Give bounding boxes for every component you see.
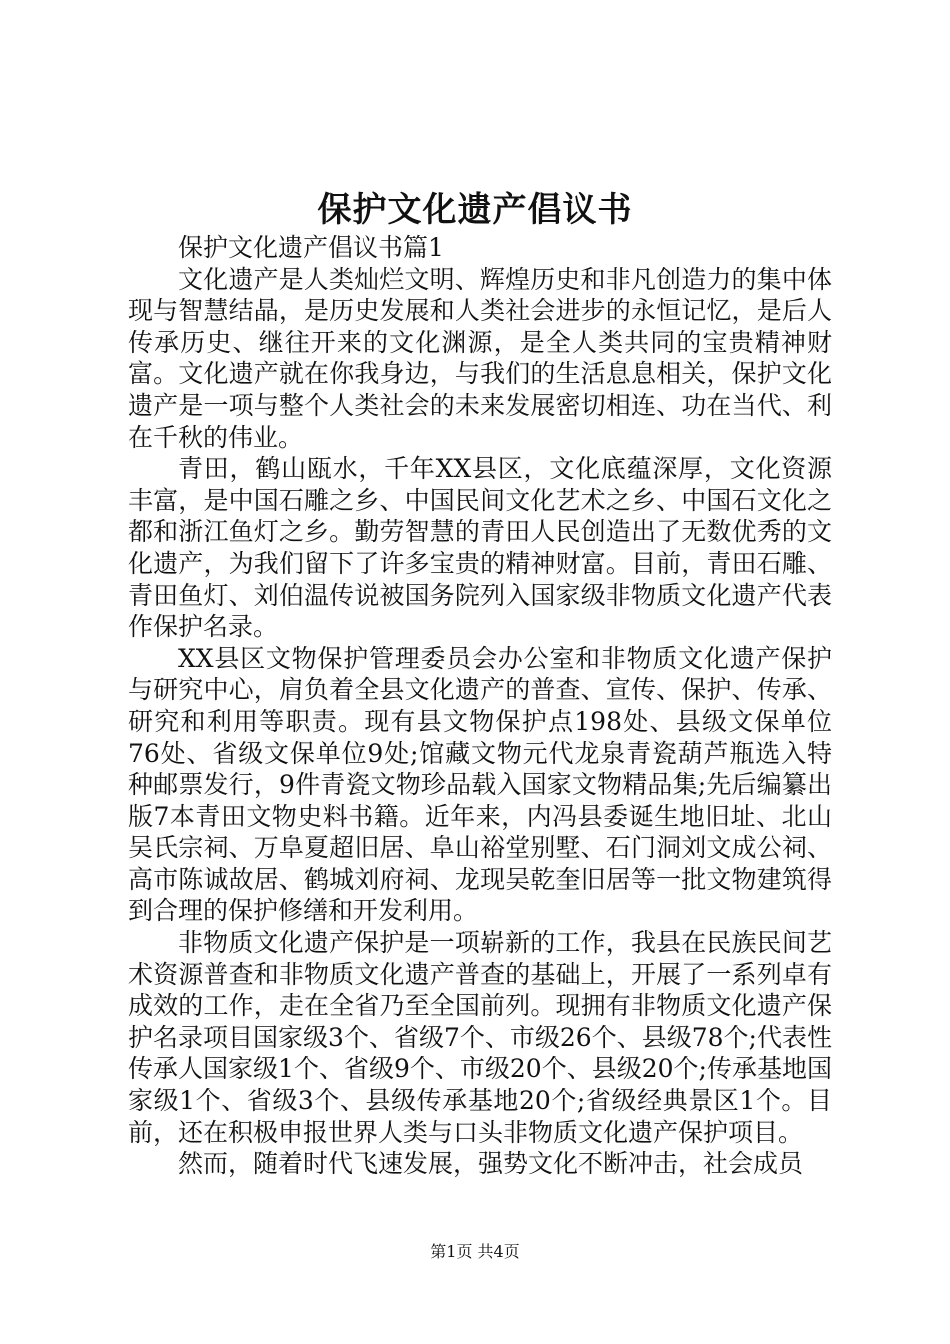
paragraph-2: 青田，鹤山瓯水，千年XX县区，文化底蕴深厚，文化资源丰富，是中国石雕之乡、中国民间文化艺术之乡、中国石文化之都和浙江鱼灯之乡。勤劳智慧的青田人民创造出了无数优秀的文化遗产，为我们留下了许多宝贵的精神财富。目前，青田石雕、青田鱼灯、刘伯温传说被国务院列入国家级非物质文化遗产代表作保护名录。	[128, 454, 832, 642]
document-body	[128, 232, 832, 1180]
document-subtitle: 保护文化遗产倡议书篇1	[178, 233, 444, 262]
paragraph-4: 非物质文化遗产保护是一项崭新的工作，我县在民族民间艺术资源普查和非物质文化遗产普查的基础上，开展了一系列卓有成效的工作，走在全省乃至全国前列。现拥有非物质文化遗产保护名录项目国家级3个、省级7个、市级26个、县级78个;代表性传承人国家级1个、省级9个、市级20个、县级20个;传承基地国家级1个、省级3个、县级传承基地20个;省级经典景区1个。目前，还在积极申报世界人类与口头非物质文化遗产保护项目。	[128, 928, 832, 1147]
paragraph-5: 然而，随着时代飞速发展，强势文化不断冲击，社会成员	[178, 1149, 804, 1179]
page-footer: 第1页 共4页	[430, 1242, 520, 1261]
paragraph-1: 文化遗产是人类灿烂文明、辉煌历史和非凡创造力的集中体现与智慧结晶，是历史发展和人类社会进步的永恒记忆，是后人传承历史、继往开来的文化渊源，是全人类共同的宝贵精神财富。文化遗产就在你我身边，与我们的生活息息相关，保护文化遗产是一项与整个人类社会的未来发展密切相连、功在当代、利在千秋的伟业。	[128, 264, 832, 452]
paragraph-3: XX县区文物保护管理委员会办公室和非物质文化遗产保护与研究中心，肩负着全县文化遗产的普查、宣传、保护、传承、研究和利用等职责。现有县文物保护点198处、县级文保单位76处、省级文保单位9处;馆藏文物元代龙泉青瓷葫芦瓶选入特种邮票发行，9件青瓷文物珍品载入国家文物精品集;先后编纂出版7本青田文物史料书籍。近年来，内冯县委诞生地旧址、北山吴氏宗祠、万阜夏超旧居、阜山裕堂别墅、石门洞刘文成公祠、高市陈诚故居、鹤城刘府祠、龙现吴乾奎旧居等一批文物建筑得到合理的保护修缮和开发利用。	[128, 643, 832, 926]
document-title: 保护文化遗产倡议书	[317, 190, 633, 230]
